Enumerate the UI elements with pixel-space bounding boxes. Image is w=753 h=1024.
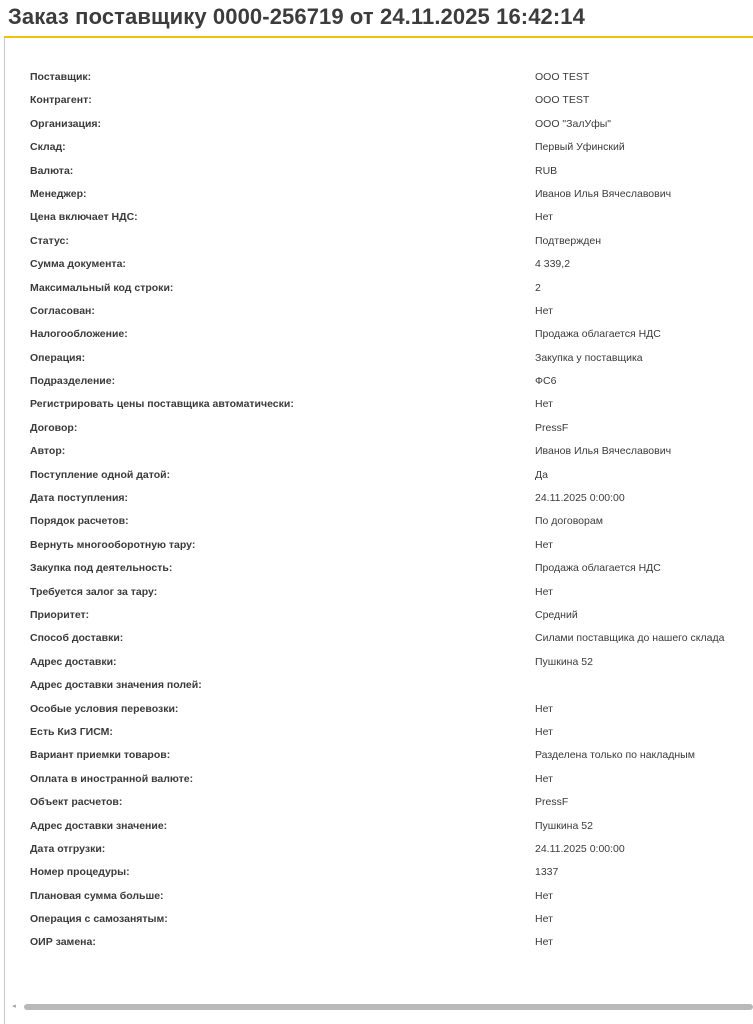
- field-label: Операция:: [30, 351, 86, 364]
- field-row: [30, 348, 753, 371]
- field-row: [30, 558, 753, 581]
- field-value: Силами поставщика до нашего склада: [535, 632, 725, 645]
- field-value: PressF: [535, 421, 569, 434]
- field-row: [30, 699, 753, 722]
- field-value: 1337: [535, 866, 559, 879]
- field-row: [30, 90, 753, 113]
- field-row: [30, 137, 753, 160]
- field-value: Продажа облагается НДС: [535, 562, 661, 575]
- field-list: [30, 67, 753, 956]
- field-row: [30, 582, 753, 605]
- field-value: Продажа облагается НДС: [535, 328, 661, 341]
- field-row: [30, 722, 753, 745]
- field-label: Приоритет:: [30, 608, 90, 621]
- field-label: Порядок расчетов:: [30, 515, 129, 528]
- field-label: Максимальный код строки:: [30, 281, 174, 294]
- field-row: [30, 114, 753, 137]
- field-row: [30, 886, 753, 909]
- field-row: [30, 161, 753, 184]
- scroll-left-arrow-icon[interactable]: ◂: [12, 1003, 16, 1010]
- field-label: Есть КиЗ ГИСМ:: [30, 725, 113, 738]
- field-row: [30, 675, 753, 698]
- field-value: ООО TEST: [535, 71, 590, 83]
- field-row: [30, 301, 753, 324]
- field-label: Сумма документа:: [30, 258, 126, 271]
- field-row: [30, 792, 753, 815]
- field-label: Автор:: [30, 445, 66, 458]
- field-value: PressF: [535, 796, 569, 809]
- field-value: RUB: [535, 164, 558, 177]
- field-row: [30, 394, 753, 417]
- field-value: Пушкина 52: [535, 655, 593, 668]
- field-label: Контрагент:: [30, 94, 92, 107]
- field-row: [30, 652, 753, 675]
- field-value: Нет: [535, 702, 553, 715]
- field-label: Способ доставки:: [30, 632, 124, 645]
- field-label: Статус:: [30, 234, 69, 247]
- horizontal-scrollbar[interactable]: [10, 1003, 753, 1011]
- field-value: Нет: [535, 585, 553, 598]
- field-value: По договорам: [535, 515, 603, 528]
- field-label: Поступление одной датой:: [30, 468, 171, 481]
- field-value: Нет: [535, 936, 553, 949]
- field-label: Адрес доставки:: [30, 655, 117, 668]
- field-row: [30, 511, 753, 534]
- field-row: [30, 465, 753, 488]
- field-label: ОИР замена:: [30, 936, 96, 949]
- field-row: [30, 605, 753, 628]
- field-value: 2: [535, 281, 541, 294]
- field-row: [30, 535, 753, 558]
- field-row: [30, 862, 753, 885]
- field-label: Склад:: [30, 141, 66, 154]
- title-bar: [4, 0, 753, 38]
- field-row: [30, 909, 753, 932]
- field-label: Закупка под деятельность:: [30, 562, 173, 575]
- field-value: Нет: [535, 913, 553, 926]
- field-label: Особые условия перевозки:: [30, 702, 179, 715]
- field-row: [30, 324, 753, 347]
- field-value: Да: [535, 468, 548, 481]
- field-value: Иванов Илья Вячеславович: [535, 187, 672, 200]
- field-label: Поставщик:: [30, 71, 92, 83]
- field-value: Нет: [535, 889, 553, 902]
- field-label: Дата отгрузки:: [30, 842, 106, 855]
- field-value: Нет: [535, 304, 553, 317]
- field-value: 24.11.2025 0:00:00: [535, 492, 625, 505]
- field-value: ФС6: [535, 375, 557, 388]
- field-row: [30, 67, 753, 90]
- field-label: Операция с самозанятым:: [30, 913, 168, 926]
- field-row: [30, 839, 753, 862]
- field-row: [30, 278, 753, 301]
- field-value: 4 339,2: [535, 258, 571, 271]
- field-label: Договор:: [30, 421, 78, 434]
- field-row: [30, 371, 753, 394]
- field-value: Первый Уфинский: [535, 141, 625, 154]
- field-row: [30, 207, 753, 230]
- field-label: Плановая сумма больше:: [30, 889, 164, 902]
- field-row: [30, 254, 753, 277]
- field-value: Нет: [535, 211, 553, 224]
- scrollbar-thumb[interactable]: [24, 1004, 753, 1010]
- field-value: Иванов Илья Вячеславович: [535, 445, 672, 458]
- field-label: Вернуть многооборотную тару:: [30, 538, 196, 551]
- field-label: Валюта:: [30, 164, 74, 177]
- field-value: Средний: [535, 608, 578, 621]
- field-value: Подтвержден: [535, 234, 602, 247]
- field-label: Регистрировать цены поставщика автоматически:: [30, 398, 294, 411]
- field-label: Объект расчетов:: [30, 796, 123, 809]
- field-value: Нет: [535, 725, 553, 738]
- field-label: Адрес доставки значение:: [30, 819, 168, 832]
- field-row: [30, 816, 753, 839]
- field-value: Нет: [535, 538, 553, 551]
- field-row: [30, 769, 753, 792]
- field-row: [30, 745, 753, 768]
- field-row: [30, 488, 753, 511]
- field-label: Номер процедуры:: [30, 866, 130, 879]
- field-value: ООО TEST: [535, 94, 590, 107]
- field-label: Цена включает НДС:: [30, 211, 138, 224]
- field-value: Нет: [535, 772, 553, 785]
- field-row: [30, 184, 753, 207]
- field-row: [30, 418, 753, 441]
- field-value: Нет: [535, 398, 553, 411]
- field-label: Требуется залог за тару:: [30, 585, 158, 598]
- field-value: Закупка у поставщика: [535, 351, 643, 364]
- field-label: Подразделение:: [30, 375, 116, 388]
- field-label: Согласован:: [30, 304, 95, 317]
- page-title: Заказ поставщику 0000-256719 от 24.11.2025 16:42:14: [8, 4, 585, 29]
- field-value: ООО "ЗалУфы": [535, 117, 612, 130]
- field-row: [30, 231, 753, 254]
- field-value: Пушкина 52: [535, 819, 593, 832]
- field-value: Разделена только по накладным: [535, 749, 695, 762]
- field-label: Дата поступления:: [30, 492, 129, 505]
- field-value: 24.11.2025 0:00:00: [535, 842, 625, 855]
- field-label: Организация:: [30, 117, 102, 130]
- field-label: Налогообложение:: [30, 328, 128, 341]
- field-row: [30, 628, 753, 651]
- field-label: Адрес доставки значения полей:: [30, 679, 202, 692]
- field-label: Менеджер:: [30, 187, 87, 200]
- field-label: Вариант приемки товаров:: [30, 749, 171, 762]
- field-row: [30, 441, 753, 464]
- field-label: Оплата в иностранной валюте:: [30, 772, 194, 785]
- field-row: [30, 932, 753, 955]
